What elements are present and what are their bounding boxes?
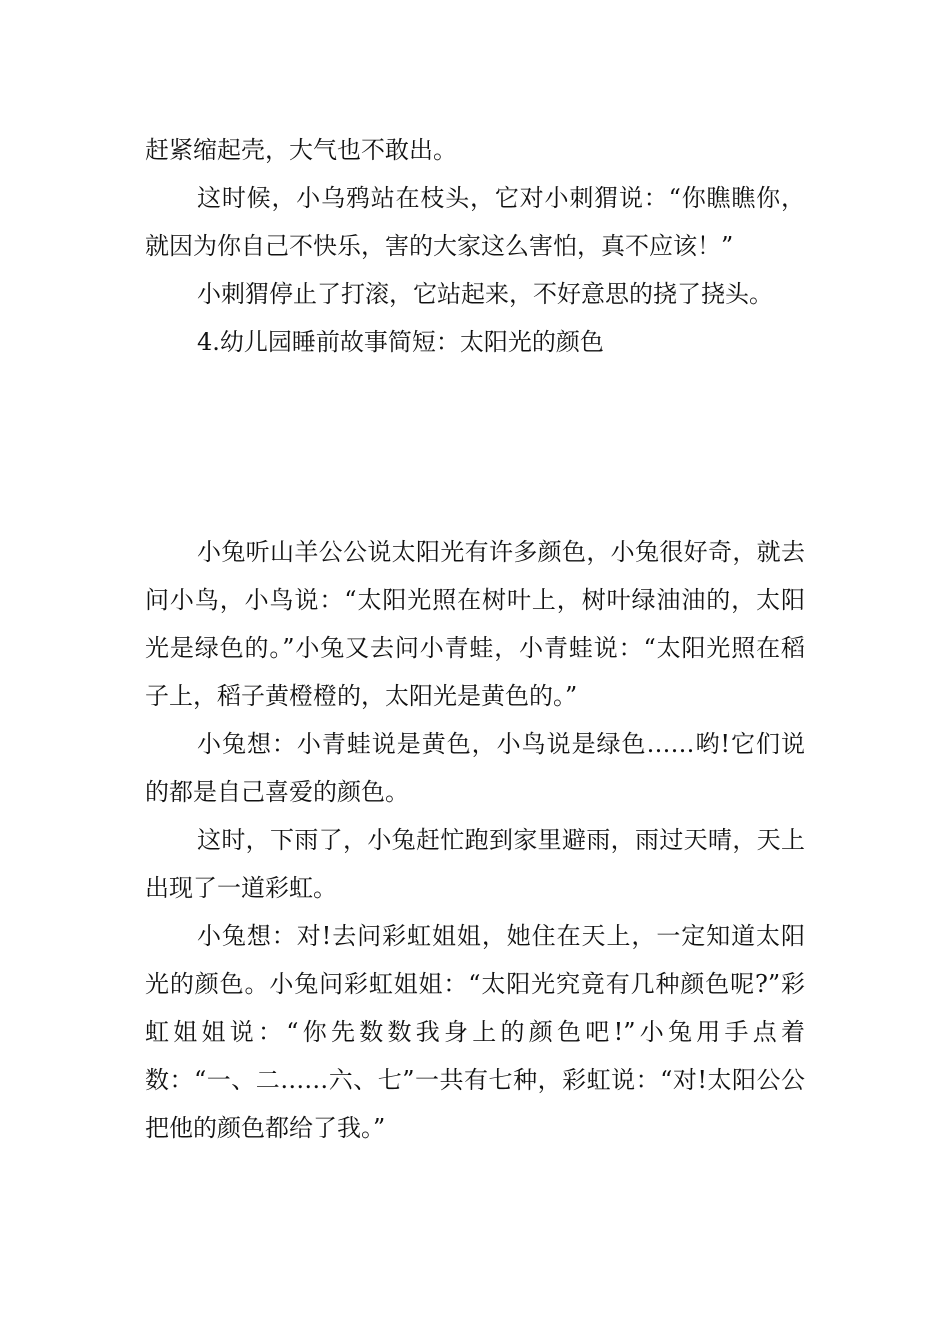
- text-block-story: [145, 528, 805, 1152]
- paragraph-hedgehog-stops: 小刺猬停止了打滚，它站起来，不好意思的挠了挠头。: [197, 280, 773, 308]
- paragraph-continuation: 赶紧缩起壳，大气也不敢出。: [145, 136, 457, 164]
- paragraph-story-3: 这时，下雨了，小兔赶忙跑到家里避雨，雨过天晴，天上出现了一道彩虹。: [145, 826, 805, 902]
- text-block-continuation: [145, 126, 805, 366]
- paragraph-story-1: 小兔听山羊公公说太阳光有许多颜色，小兔很好奇，就去问小鸟，小鸟说：“太阳光照在树叶上，树叶绿油油的，太阳光是绿色的。”小兔又去问小青蛙，小青蛙说：“太阳光照在稻子上，稻子黄橙橙的，太阳光是黄色的。”: [145, 538, 805, 710]
- paragraph-story-2: 小兔想：小青蛙说是黄色，小鸟说是绿色……哟!它们说的都是自己喜爱的颜色。: [145, 730, 805, 806]
- section-heading: 4.幼儿园睡前故事简短：太阳光的颜色: [197, 328, 604, 356]
- paragraph-crow-speech: 这时候，小乌鸦站在枝头，它对小刺猬说：“你瞧瞧你，就因为你自己不快乐，害的大家这么害怕，真不应该！”: [145, 184, 805, 260]
- paragraph-story-4: 小兔想：对!去问彩虹姐姐，她住在天上，一定知道太阳光的颜色。小兔问彩虹姐姐：“太阳光究竟有几种颜色呢?”彩虹姐姐说：“你先数数我身上的颜色吧!”小兔用手点着数：“一、二……六、七”一共有七种，彩虹说：“对!太阳公公把他的颜色都给了我。”: [145, 922, 805, 1142]
